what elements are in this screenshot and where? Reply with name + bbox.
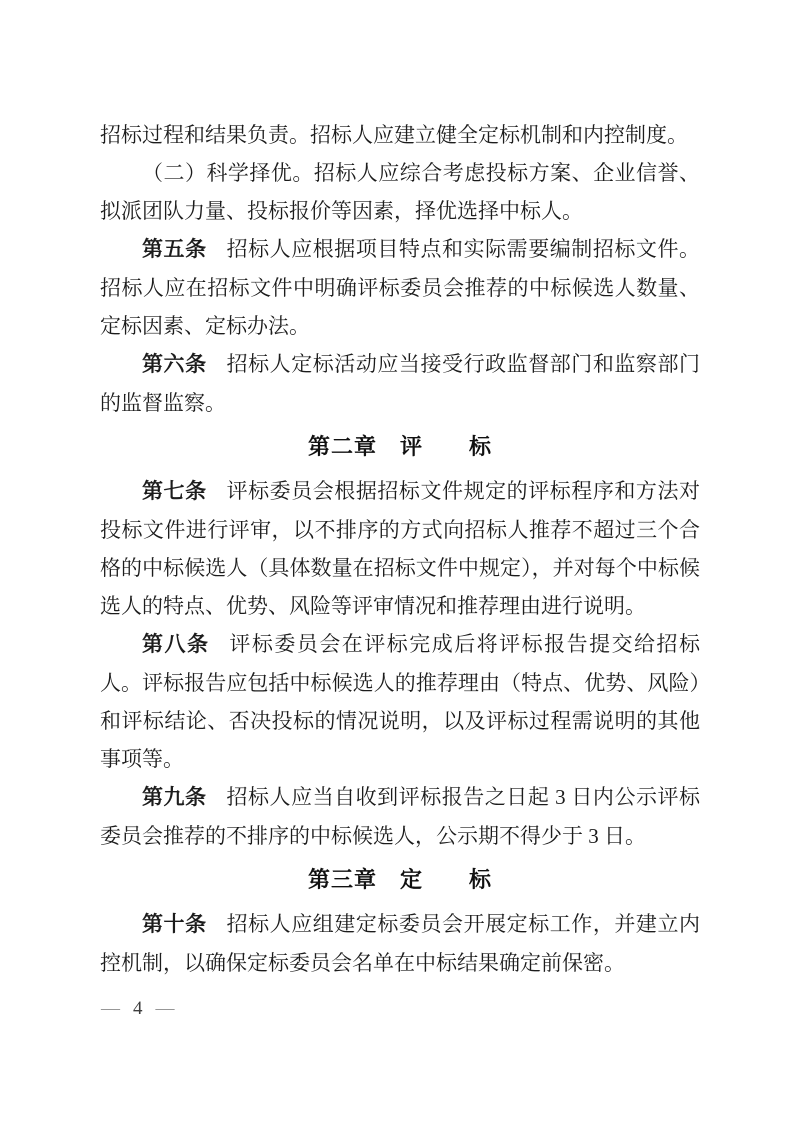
footer-left-dash: — (101, 998, 120, 1019)
paragraph-text: 招标人应组建定标委员会开展定标工作，并建立内控机制，以确保定标委员会名单在中标结果确定前保密。 (100, 912, 701, 975)
paragraph-text: 招标人应当自收到评标报告之日起 3 日内公示评标委员会推荐的不排序的中标候选人，公示期不得少于 3 日。 (100, 785, 701, 848)
article-number: 第七条 (142, 480, 207, 503)
paragraph-text: 招标人定标活动应当接受行政监督部门和监察部门的监督监察。 (100, 352, 701, 415)
paragraph (100, 472, 700, 625)
article-number: 第十条 (142, 913, 207, 936)
document-body (100, 116, 700, 982)
paragraph (100, 230, 700, 345)
paragraph-text: 评标委员会根据招标文件规定的评标程序和方法对投标文件进行评审，以不排序的方式向招标人推荐不超过三个合格的中标候选人（具体数量在招标文件中规定），并对每个中标候选人的特点、优势、风险等评审情况和推荐理由进行说明。 (100, 479, 701, 618)
paragraph-text: （二）科学择优。招标人应综合考虑投标方案、企业信誉、拟派团队力量、投标报价等因素，择优选择中标人。 (100, 161, 700, 223)
page-number: 4 (133, 998, 143, 1019)
paragraph (100, 625, 700, 778)
chapter-heading: 第二章 评 标 (307, 434, 492, 459)
page-footer (101, 997, 175, 1021)
paragraph-text: 招标人应根据项目特点和实际需要编制招标文件。招标人应在招标文件中明确评标委员会推荐的中标候选人数量、定标因素、定标办法。 (100, 237, 701, 338)
chapter-heading: 第三章 定 标 (307, 867, 492, 892)
footer-right-dash: — (155, 998, 175, 1019)
paragraph-text: 招标过程和结果负责。招标人应建立健全定标机制和内控制度。 (100, 123, 688, 147)
article-number: 第八条 (142, 633, 210, 656)
paragraph (100, 154, 700, 230)
paragraph-text: 评标委员会在评标完成后将评标报告提交给招标人。评标报告应包括中标候选人的推荐理由（特点、优势、风险）和评标结论、否决投标的情况说明，以及评标过程需说明的其他事项等。 (100, 632, 701, 771)
article-number: 第九条 (142, 786, 207, 809)
paragraph (100, 778, 700, 855)
article-number: 第五条 (142, 238, 207, 261)
paragraph (100, 905, 700, 982)
paragraph (100, 345, 700, 422)
article-number: 第六条 (142, 353, 207, 376)
paragraph (100, 116, 700, 154)
